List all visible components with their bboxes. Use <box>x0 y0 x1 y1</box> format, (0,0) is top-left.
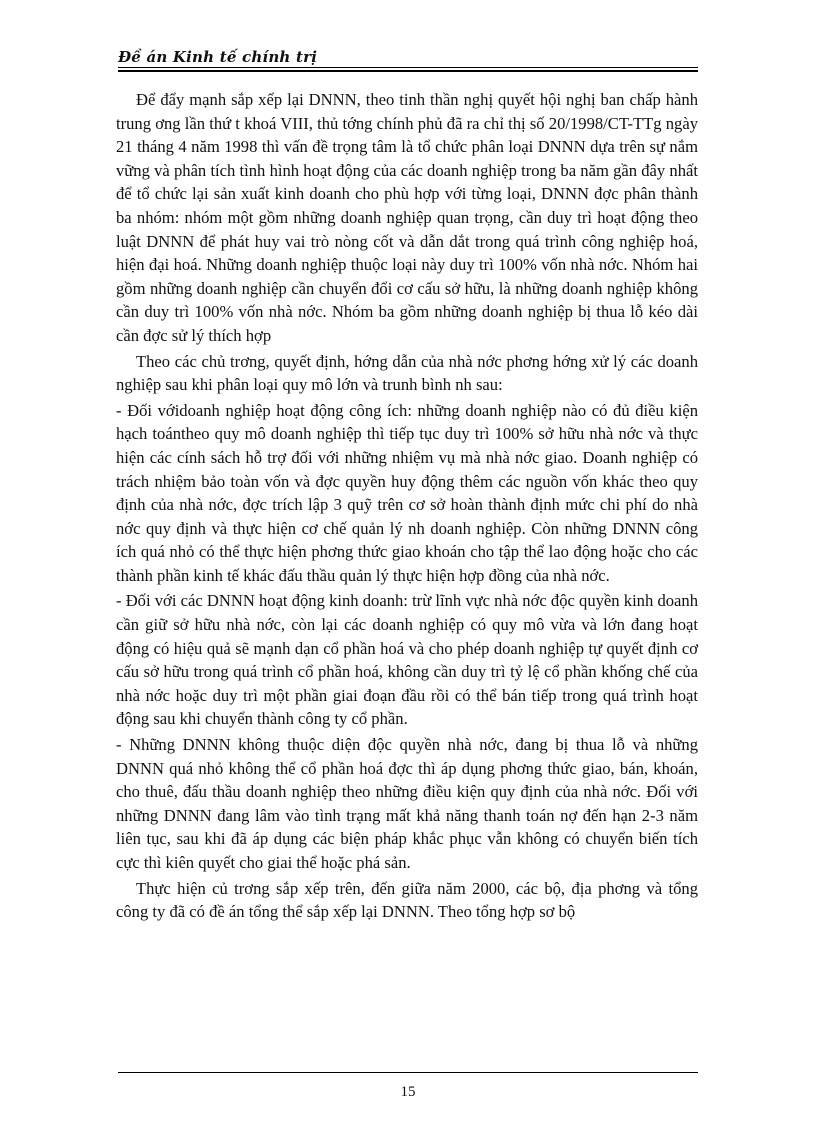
paragraph-cong-ich: - Đối vớidoanh nghiệp hoạt động công ích: những doanh nghiệp nào có đủ điều kiện hạch toántheo quy mô doanh nghiệp thì tiếp tục duy trì 100% sở hữu nhà nớc và thực hiện các cính sách hỗ trợ đối với những nhiệm vụ mà nhà nớc giao. Doanh nghiệp có trách nhiệm bảo toàn vốn và đợc quyền huy động thêm các nguồn vốn khác theo quy định của nhà nớc, đợc trích lập 3 quỹ trên cơ sở hoàn thành định mức chi phí do nhà nớc quy định và thực hiện cơ chế quản lý nh doanh nghiệp. Còn những DNNN công ích quá nhỏ có thể thực hiện phơng thức giao khoán cho tập thể lao động hoặc cho các thành phần kinh tế khác đấu thầu quản lý thực hiện hợp đồng của nhà nớc. <box>116 400 698 585</box>
paragraph-kinh-doanh: - Đối với các DNNN hoạt động kinh doanh: trừ lĩnh vực nhà nớc độc quyền kinh doanh cần giữ sở hữu nhà nớc, còn lại các doanh nghiệp có quy mô vừa và lớn đang hoạt động có hiệu quả sẽ mạnh dạn cổ phần hoá và cho phép doanh nghiệp tự quyết định cơ cấu sở hữu trong quá trình cổ phần hoá, không cần duy trì tỷ lệ cổ phần khống chế của nhà nớc hoặc duy trì một phần giai đoạn đầu rồi có thể bán tiếp trong quá trình hoạt động sau khi chuyển thành công ty cổ phần. <box>116 591 698 729</box>
paragraph-sap-xep-dnnn: Để đẩy mạnh sắp xếp lại DNNN, theo tinh thần nghị quyết hội nghị ban chấp hành trung ơng lần thứ t khoá VIII, thủ tớng chính phủ đã ra chỉ thị số 20/1998/CT-TTg ngày 21 tháng 4 năm 1998 thì vấn đề trọng tâm là tổ chức phân loại DNNN dựa trên sự nắm vững và phân tích tình hình hoạt động của các doanh nghiệp trong ba năm gần đây nhất để tổ chức lại sản xuất kinh doanh cho phù hợp với từng loại, DNNN đợc phân thành ba nhóm: nhóm một gồm những doanh nghiệp quan trọng, cần duy trì hoạt động theo luật DNNN để phát huy vai trò nòng cốt và dẫn dắt trong quá trình công nghiệp hoá, hiện đại hoá. Những doanh nghiệp thuộc loại này duy trì 100% vốn nhà nớc. Nhóm hai gồm những doanh nghiệp cần chuyển đổi cơ cấu sở hữu, là những doanh nghiệp không cần duy trì 100% vốn nhà nớc. Nhóm ba gồm những doanh nghiệp bị thua lỗ kéo dài cần đợc sử lý thích hợp <box>116 90 698 345</box>
footer-rule <box>118 1072 698 1073</box>
paragraph-chu-truong: Theo các chủ trơng, quyết định, hớng dẫn của nhà nớc phơng hớng xử lý các doanh nghiệp sau khi phân loại quy mô lớn và trunh bình nh sau: <box>116 351 698 395</box>
header-title: Đề án Kinh tế chính trị <box>118 48 318 66</box>
body-text <box>116 88 698 924</box>
page-number: 15 <box>400 1084 416 1100</box>
page-header <box>118 46 698 72</box>
paragraph-thua-lo: - Những DNNN không thuộc diện độc quyền nhà nớc, đang bị thua lỗ và những DNNN quá nhỏ không thể cổ phần hoá đợc thì áp dụng phơng thức giao, bán, khoán, cho thuê, đấu thầu doanh nghiệp theo những điều kiện quy định của nhà nớc. Đối với những DNNN đang lâm vào tình trạng mất khả năng thanh toán nợ đến hạn 2-3 năm liên tục, sau khi đã áp dụng các biện pháp khắc phục vẫn không có chuyển biến tích cực thì kiên quyết cho giai thể hoặc phá sản. <box>116 735 698 872</box>
header-rule-thin <box>118 67 698 68</box>
header-rule-thick <box>118 70 698 72</box>
paragraph-thuc-hien: Thực hiện củ trơng sắp xếp trên, đến giữa năm 2000, các bộ, địa phơng và tổng công ty đã có đề án tổng thể sắp xếp lại DNNN. Theo tổng hợp sơ bộ <box>116 878 698 922</box>
